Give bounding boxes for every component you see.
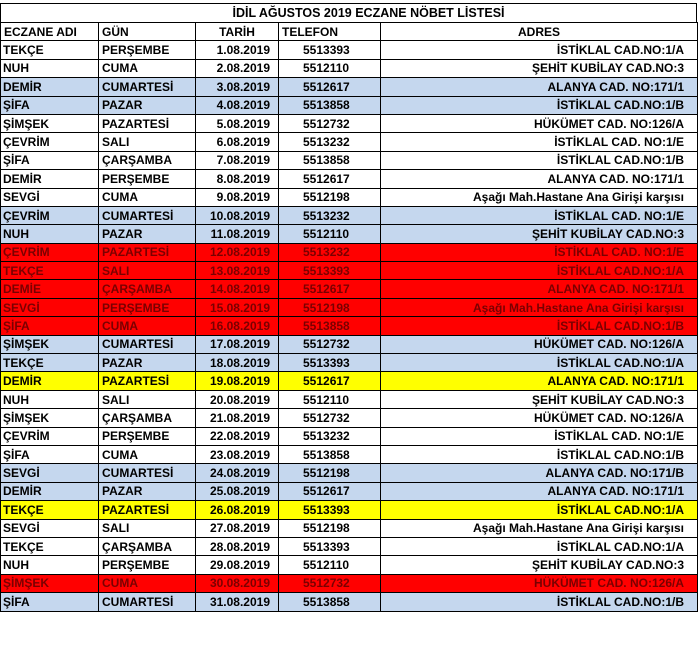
pharmacy-name-cell: NUH (1, 390, 99, 408)
table-row (1, 445, 698, 463)
address-cell: İSTİKLAL CAD. NO:1/E (381, 243, 698, 261)
table-row (1, 243, 698, 261)
date-cell: 10.08.2019 (196, 206, 279, 224)
day-name-cell: PAZARTESİ (99, 372, 196, 390)
address-cell: Aşağı Mah.Hastane Ana Girişi karşısı (381, 519, 698, 537)
pharmacy-name-cell: DEMİR (1, 482, 99, 500)
table-row (1, 41, 698, 59)
date-cell: 3.08.2019 (196, 78, 279, 96)
table-row (1, 556, 698, 574)
pharmacy-name-cell: NUH (1, 59, 99, 77)
table-row (1, 390, 698, 408)
date-cell: 5.08.2019 (196, 114, 279, 132)
table-row (1, 427, 698, 445)
phone-cell: 5513232 (279, 243, 381, 261)
date-cell: 20.08.2019 (196, 390, 279, 408)
table-row (1, 593, 698, 611)
address-cell: İSTİKLAL CAD. NO:1/E (381, 133, 698, 151)
date-cell: 1.08.2019 (196, 41, 279, 59)
day-name-cell: CUMA (99, 574, 196, 592)
phone-cell: 5512732 (279, 335, 381, 353)
phone-cell: 5513858 (279, 96, 381, 114)
address-cell: ALANYA CAD. NO:171/B (381, 464, 698, 482)
pharmacy-name-cell: ŞİFA (1, 317, 99, 335)
phone-cell: 5513232 (279, 427, 381, 445)
pharmacy-name-cell: ÇEVRİM (1, 427, 99, 445)
date-cell: 13.08.2019 (196, 262, 279, 280)
pharmacy-name-cell: ÇEVRİM (1, 133, 99, 151)
table-row (1, 206, 698, 224)
date-cell: 14.08.2019 (196, 280, 279, 298)
table-row (1, 96, 698, 114)
pharmacy-name-cell: ÇEVRİM (1, 206, 99, 224)
header-telefon: TELEFON (279, 23, 381, 41)
date-cell: 9.08.2019 (196, 188, 279, 206)
header-adres: ADRES (381, 23, 698, 41)
phone-cell: 5512110 (279, 225, 381, 243)
address-cell: ŞEHİT KUBİLAY CAD.NO:3 (381, 59, 698, 77)
pharmacy-name-cell: TEKÇE (1, 41, 99, 59)
address-cell: ŞEHİT KUBİLAY CAD.NO:3 (381, 225, 698, 243)
pharmacy-name-cell: SEVGİ (1, 519, 99, 537)
table-row (1, 59, 698, 77)
pharmacy-name-cell: ŞİFA (1, 593, 99, 611)
table-row (1, 335, 698, 353)
pharmacy-name-cell: TEKÇE (1, 537, 99, 555)
phone-cell: 5512198 (279, 188, 381, 206)
phone-cell: 5513858 (279, 317, 381, 335)
date-cell: 4.08.2019 (196, 96, 279, 114)
phone-cell: 5512198 (279, 464, 381, 482)
pharmacy-name-cell: DEMİR (1, 372, 99, 390)
pharmacy-name-cell: DEMİR (1, 78, 99, 96)
day-name-cell: CUMARTESİ (99, 593, 196, 611)
day-name-cell: CUMA (99, 445, 196, 463)
day-name-cell: CUMARTESİ (99, 464, 196, 482)
day-name-cell: PERŞEMBE (99, 170, 196, 188)
date-cell: 31.08.2019 (196, 593, 279, 611)
phone-cell: 5513393 (279, 537, 381, 555)
phone-cell: 5512617 (279, 482, 381, 500)
address-cell: İSTİKLAL CAD. NO:1/E (381, 427, 698, 445)
day-name-cell: SALI (99, 262, 196, 280)
day-name-cell: ÇARŞAMBA (99, 537, 196, 555)
phone-cell: 5513858 (279, 151, 381, 169)
address-cell: ŞEHİT KUBİLAY CAD.NO:3 (381, 390, 698, 408)
address-cell: ALANYA CAD. NO:171/1 (381, 280, 698, 298)
pharmacy-duty-sheet (0, 3, 697, 612)
table-row (1, 372, 698, 390)
day-name-cell: PAZAR (99, 354, 196, 372)
address-cell: Aşağı Mah.Hastane Ana Girişi karşısı (381, 188, 698, 206)
address-cell: İSTİKLAL CAD.NO:1/B (381, 96, 698, 114)
address-cell: Aşağı Mah.Hastane Ana Girişi karşısı (381, 298, 698, 316)
day-name-cell: PERŞEMBE (99, 41, 196, 59)
address-cell: İSTİKLAL CAD.NO:1/A (381, 41, 698, 59)
phone-cell: 5513858 (279, 445, 381, 463)
address-cell: İSTİKLAL CAD.NO:1/B (381, 593, 698, 611)
day-name-cell: PERŞEMBE (99, 556, 196, 574)
phone-cell: 5512617 (279, 78, 381, 96)
day-name-cell: CUMA (99, 188, 196, 206)
day-name-cell: CUMA (99, 317, 196, 335)
header-tarih: TARİH (196, 23, 279, 41)
date-cell: 23.08.2019 (196, 445, 279, 463)
address-cell: ALANYA CAD. NO:171/1 (381, 78, 698, 96)
table-row (1, 519, 698, 537)
day-name-cell: ÇARŞAMBA (99, 280, 196, 298)
pharmacy-name-cell: ÇEVRİM (1, 243, 99, 261)
address-cell: İSTİKLAL CAD.NO:1/B (381, 317, 698, 335)
address-cell: İSTİKLAL CAD.NO:1/A (381, 354, 698, 372)
pharmacy-name-cell: ŞİMŞEK (1, 335, 99, 353)
pharmacy-name-cell: NUH (1, 556, 99, 574)
table-row (1, 482, 698, 500)
day-name-cell: PAZARTESİ (99, 501, 196, 519)
table-row (1, 501, 698, 519)
phone-cell: 5513232 (279, 206, 381, 224)
phone-cell: 5513393 (279, 41, 381, 59)
phone-cell: 5512617 (279, 372, 381, 390)
address-cell: ŞEHİT KUBİLAY CAD.NO:3 (381, 556, 698, 574)
date-cell: 22.08.2019 (196, 427, 279, 445)
table-row (1, 354, 698, 372)
date-cell: 30.08.2019 (196, 574, 279, 592)
date-cell: 11.08.2019 (196, 225, 279, 243)
day-name-cell: PAZARTESİ (99, 114, 196, 132)
address-cell: İSTİKLAL CAD. NO:1/E (381, 206, 698, 224)
date-cell: 7.08.2019 (196, 151, 279, 169)
table-row (1, 114, 698, 132)
table-row (1, 188, 698, 206)
address-cell: İSTİKLAL CAD.NO:1/B (381, 445, 698, 463)
pharmacy-name-cell: SEVGİ (1, 464, 99, 482)
header-row (1, 23, 698, 41)
day-name-cell: ÇARŞAMBA (99, 151, 196, 169)
pharmacy-name-cell: ŞİFA (1, 96, 99, 114)
address-cell: İSTİKLAL CAD.NO:1/A (381, 501, 698, 519)
day-name-cell: CUMA (99, 59, 196, 77)
table-row (1, 170, 698, 188)
address-cell: ALANYA CAD. NO:171/1 (381, 372, 698, 390)
address-cell: İSTİKLAL CAD.NO:1/A (381, 537, 698, 555)
date-cell: 18.08.2019 (196, 354, 279, 372)
pharmacy-name-cell: SEVGİ (1, 298, 99, 316)
header-eczane: ECZANE ADI (1, 23, 99, 41)
pharmacy-name-cell: TEKÇE (1, 262, 99, 280)
address-cell: ALANYA CAD. NO:171/1 (381, 170, 698, 188)
table-row (1, 280, 698, 298)
phone-cell: 5512732 (279, 114, 381, 132)
phone-cell: 5513393 (279, 262, 381, 280)
phone-cell: 5512732 (279, 574, 381, 592)
day-name-cell: CUMARTESİ (99, 78, 196, 96)
address-cell: ALANYA CAD. NO:171/1 (381, 482, 698, 500)
table-row (1, 317, 698, 335)
table-body (1, 41, 698, 611)
phone-cell: 5512198 (279, 298, 381, 316)
table-row (1, 262, 698, 280)
phone-cell: 5512198 (279, 519, 381, 537)
date-cell: 25.08.2019 (196, 482, 279, 500)
day-name-cell: PAZAR (99, 482, 196, 500)
date-cell: 15.08.2019 (196, 298, 279, 316)
date-cell: 28.08.2019 (196, 537, 279, 555)
date-cell: 26.08.2019 (196, 501, 279, 519)
phone-cell: 5513858 (279, 593, 381, 611)
table-row (1, 151, 698, 169)
day-name-cell: PERŞEMBE (99, 298, 196, 316)
table-row (1, 78, 698, 96)
pharmacy-name-cell: DEMİE (1, 280, 99, 298)
phone-cell: 5512110 (279, 59, 381, 77)
pharmacy-name-cell: TEKÇE (1, 501, 99, 519)
address-cell: HÜKÜMET CAD. NO:126/A (381, 409, 698, 427)
day-name-cell: PAZAR (99, 96, 196, 114)
address-cell: HÜKÜMET CAD. NO:126/A (381, 114, 698, 132)
date-cell: 2.08.2019 (196, 59, 279, 77)
phone-cell: 5512110 (279, 556, 381, 574)
phone-cell: 5513393 (279, 501, 381, 519)
day-name-cell: CUMARTESİ (99, 335, 196, 353)
address-cell: HÜKÜMET CAD. NO:126/A (381, 335, 698, 353)
pharmacy-name-cell: TEKÇE (1, 354, 99, 372)
address-cell: İSTİKLAL CAD.NO:1/A (381, 262, 698, 280)
phone-cell: 5512617 (279, 170, 381, 188)
phone-cell: 5513232 (279, 133, 381, 151)
date-cell: 27.08.2019 (196, 519, 279, 537)
day-name-cell: PAZARTESİ (99, 243, 196, 261)
pharmacy-name-cell: ŞİFA (1, 151, 99, 169)
pharmacy-name-cell: DEMİR (1, 170, 99, 188)
date-cell: 16.08.2019 (196, 317, 279, 335)
date-cell: 29.08.2019 (196, 556, 279, 574)
pharmacy-name-cell: ŞİMŞEK (1, 114, 99, 132)
date-cell: 6.08.2019 (196, 133, 279, 151)
sheet-title: İDİL AĞUSTOS 2019 ECZANE NÖBET LİSTESİ (0, 3, 697, 22)
day-name-cell: SALI (99, 390, 196, 408)
phone-cell: 5512617 (279, 280, 381, 298)
address-cell: İSTİKLAL CAD.NO:1/B (381, 151, 698, 169)
table-row (1, 225, 698, 243)
date-cell: 19.08.2019 (196, 372, 279, 390)
pharmacy-name-cell: SEVGİ (1, 188, 99, 206)
day-name-cell: SALI (99, 519, 196, 537)
table-row (1, 298, 698, 316)
date-cell: 24.08.2019 (196, 464, 279, 482)
phone-cell: 5512110 (279, 390, 381, 408)
pharmacy-name-cell: ŞİMŞEK (1, 409, 99, 427)
duty-table (0, 22, 698, 612)
pharmacy-name-cell: NUH (1, 225, 99, 243)
date-cell: 12.08.2019 (196, 243, 279, 261)
day-name-cell: PAZAR (99, 225, 196, 243)
pharmacy-name-cell: ŞİMŞEK (1, 574, 99, 592)
date-cell: 8.08.2019 (196, 170, 279, 188)
table-row (1, 409, 698, 427)
table-row (1, 537, 698, 555)
header-gun: GÜN (99, 23, 196, 41)
table-row (1, 133, 698, 151)
address-cell: HÜKÜMET CAD. NO:126/A (381, 574, 698, 592)
date-cell: 17.08.2019 (196, 335, 279, 353)
table-row (1, 464, 698, 482)
day-name-cell: ÇARŞAMBA (99, 409, 196, 427)
table-row (1, 574, 698, 592)
day-name-cell: PERŞEMBE (99, 427, 196, 445)
phone-cell: 5512732 (279, 409, 381, 427)
phone-cell: 5513393 (279, 354, 381, 372)
day-name-cell: SALI (99, 133, 196, 151)
day-name-cell: CUMARTESİ (99, 206, 196, 224)
date-cell: 21.08.2019 (196, 409, 279, 427)
pharmacy-name-cell: ŞİFA (1, 445, 99, 463)
